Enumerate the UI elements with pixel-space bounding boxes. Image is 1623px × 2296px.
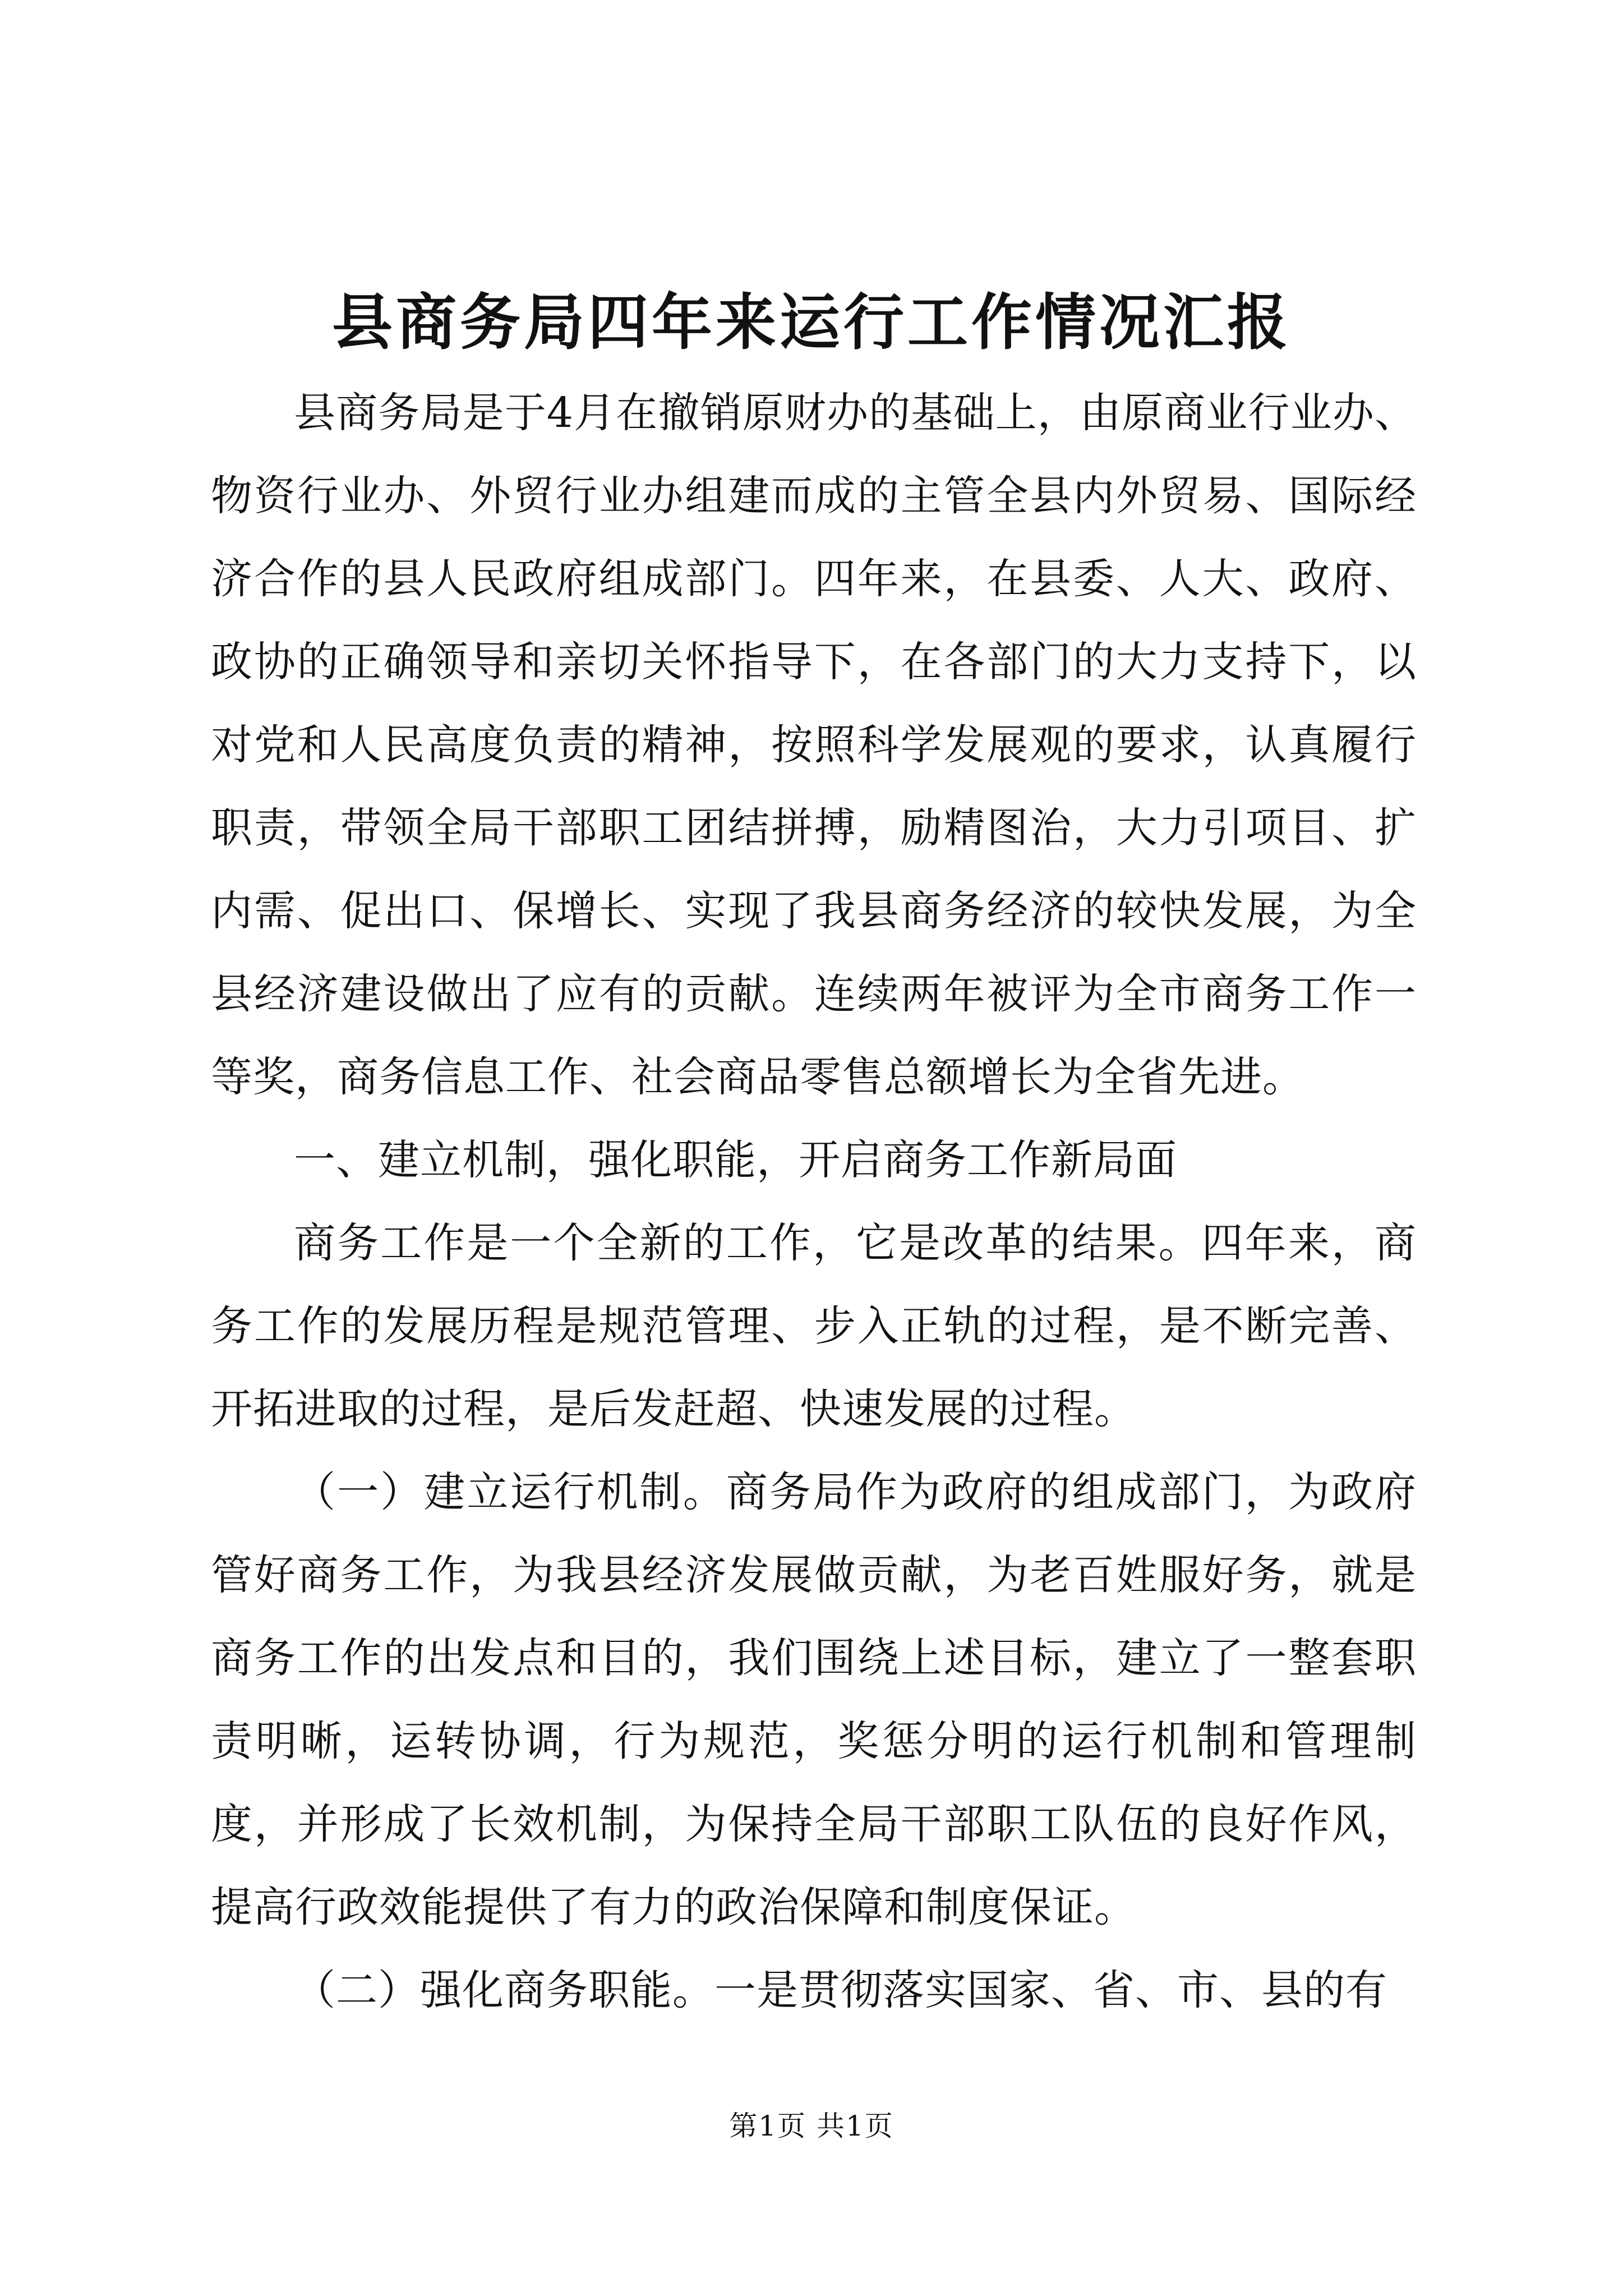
paragraph-subsection-1: （一）建立运行机制。商务局作为政府的组成部门，为政府管好商务工作，为我县经济发展做贡献，为老百姓服好务，就是商务工作的出发点和目的，我们围绕上述目标，建立了一整套职责明晰，运转协调，行为规范，奖惩分明的运行机制和管理制度，并形成了长效机制，为保持全局干部职工队伍的良好作风，提高行政效能提供了有力的政治保障和制度保证。	[211, 1468, 1417, 1931]
document-title: 县商务局四年来运行工作情况汇报	[331, 287, 1291, 358]
paragraph-intro: 县商务局是于4月在撤销原财办的基础上，由原商业行业办、物资行业办、外贸行业办组建而成的主管全县内外贸易、国际经济合作的县人民政府组成部门。四年来，在县委、人大、政府、政协的正确领导和亲切关怀指导下，在各部门的大力支持下，以对党和人民高度负责的精神，按照科学发展观的要求，认真履行职责，带领全局干部职工团结拼搏，励精图治，大力引项目、扩内需、促出口、保增长、实现了我县商务经济的较快发展，为全县经济建设做出了应有的贡献。连续两年被评为全市商务工作一等奖，商务信息工作、社会商品零售总额增长为全省先进。	[211, 389, 1417, 1101]
paragraph-subsection-2: （二）强化商务职能。一是贯彻落实国家、省、市、县的有	[294, 1966, 1387, 2014]
page-number-footer: 第1页 共1页	[729, 2110, 894, 2142]
document-body	[211, 371, 1417, 2032]
paragraph-section-1-intro: 商务工作是一个全新的工作，它是改革的结果。四年来，商务工作的发展历程是规范管理、步入正轨的过程，是不断完善、开拓进取的过程，是后发赶超、快速发展的过程。	[211, 1219, 1417, 1433]
section-heading-1: 一、建立机制，强化职能，开启商务工作新局面	[294, 1136, 1177, 1184]
